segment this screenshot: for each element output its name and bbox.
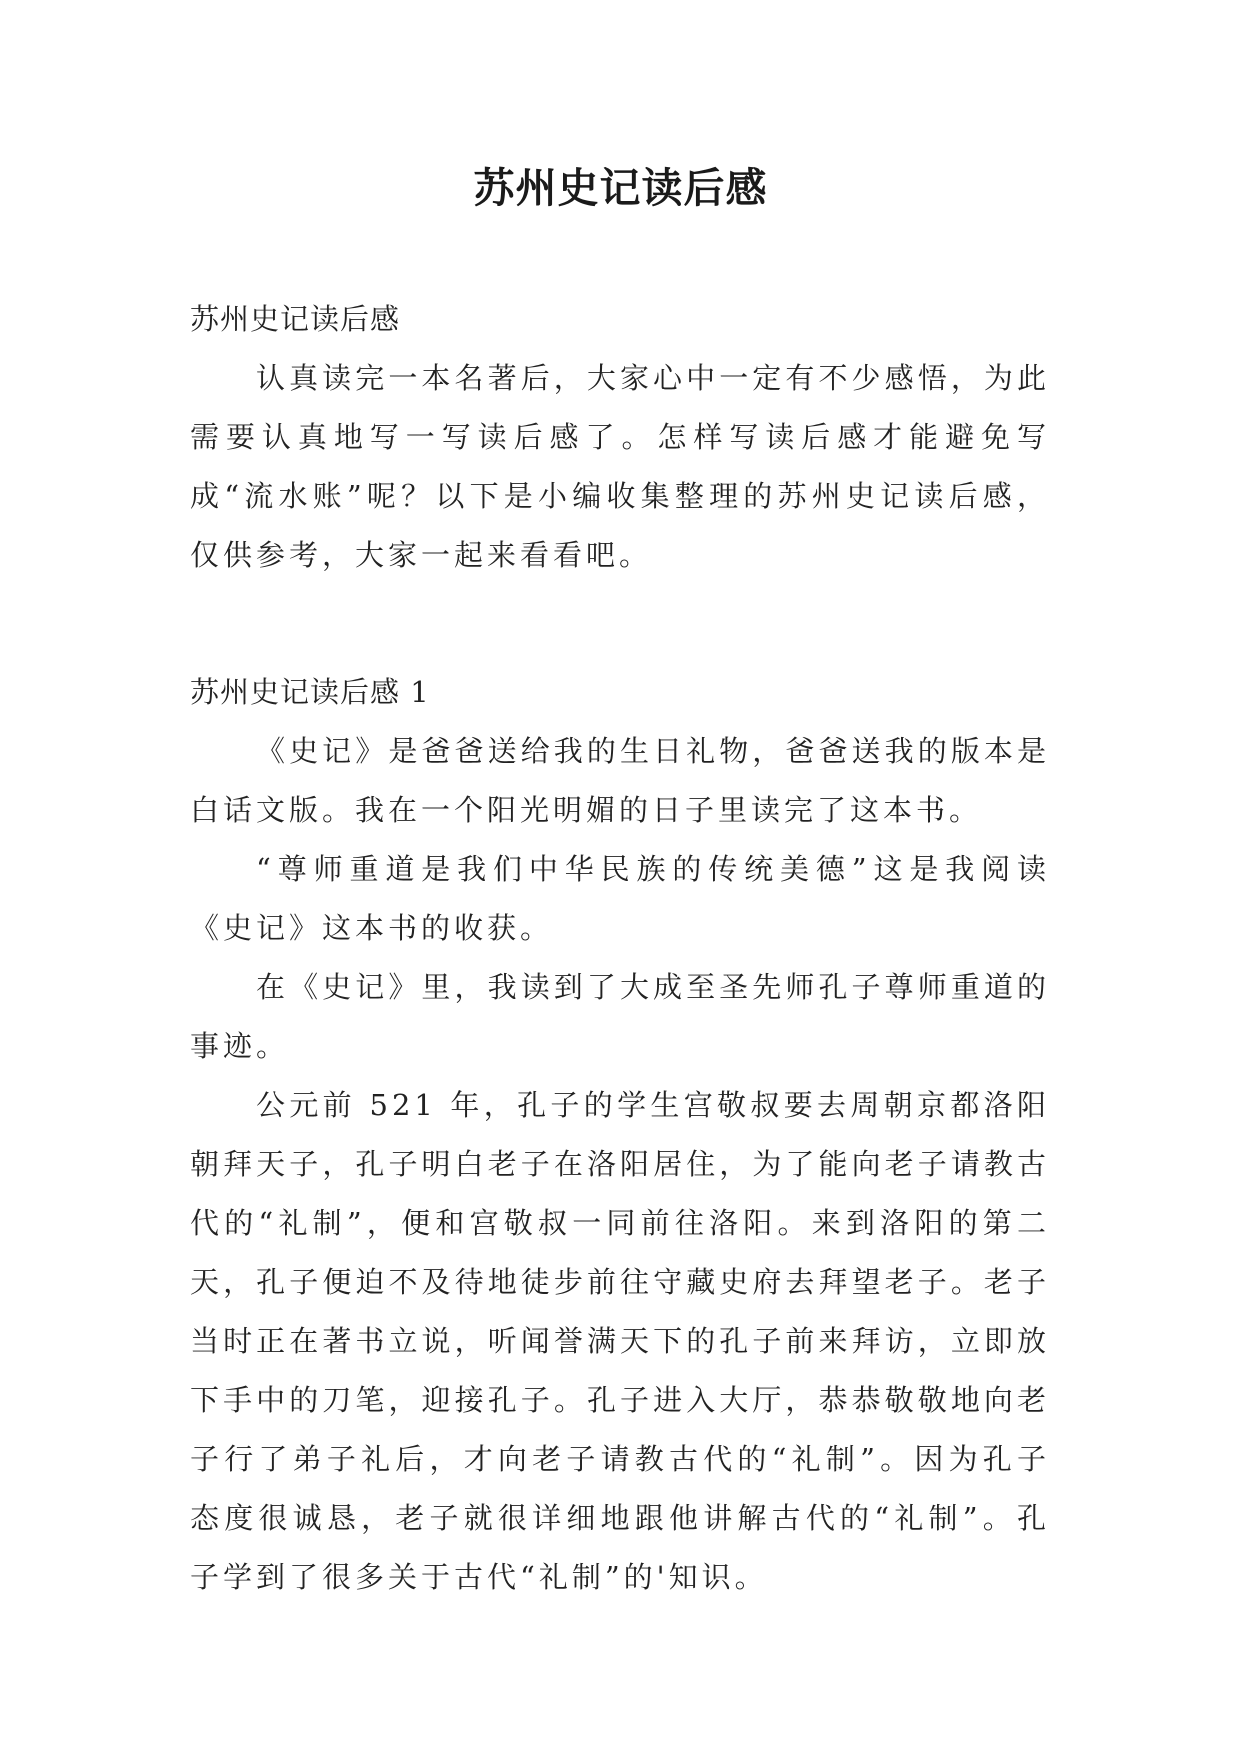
- intro-paragraph: 认真读完一本名著后，大家心中一定有不少感悟，为此需要认真地写一写读后感了。怎样写读后感才能避免写成“流水账”呢？以下是小编收集整理的苏州史记读后感，仅供参考，大家一起来看看吧。: [190, 361, 1050, 572]
- body-paragraph: 在《史记》里，我读到了大成至圣先师孔子尊师重道的事迹。: [190, 970, 1050, 1063]
- document-subtitle: 苏州史记读后感: [190, 302, 401, 336]
- body-paragraph: 公元前 521 年，孔子的学生宫敬叔要去周朝京都洛阳朝拜天子，孔子明白老子在洛阳居住，为了能向老子请教古代的“礼制”，便和宫敬叔一同前往洛阳。来到洛阳的第二天，孔子便迫不及待地徒步前往守藏史府去拜望老子。老子当时正在著书立说，听闻誉满天下的孔子前来拜访，立即放下手中的刀笔，迎接孔子。孔子进入大厅，恭恭敬敬地向老子行了弟子礼后，才向老子请教古代的“礼制”。因为孔子态度很诚恳，老子就很详细地跟他讲解古代的“礼制”。孔子学到了很多关于古代“礼制”的'知识。: [190, 1088, 1050, 1594]
- body-paragraph: 《史记》是爸爸送给我的生日礼物，爸爸送我的版本是白话文版。我在一个阳光明媚的日子里读完了这本书。: [190, 734, 1050, 827]
- body-paragraph: “尊师重道是我们中华民族的传统美德”这是我阅读《史记》这本书的收获。: [190, 852, 1050, 945]
- section-heading: 苏州史记读后感 1: [190, 675, 430, 709]
- document-body: [190, 290, 1050, 1607]
- section-spacer: [190, 585, 1050, 663]
- document-title: 苏州史记读后感: [473, 164, 768, 212]
